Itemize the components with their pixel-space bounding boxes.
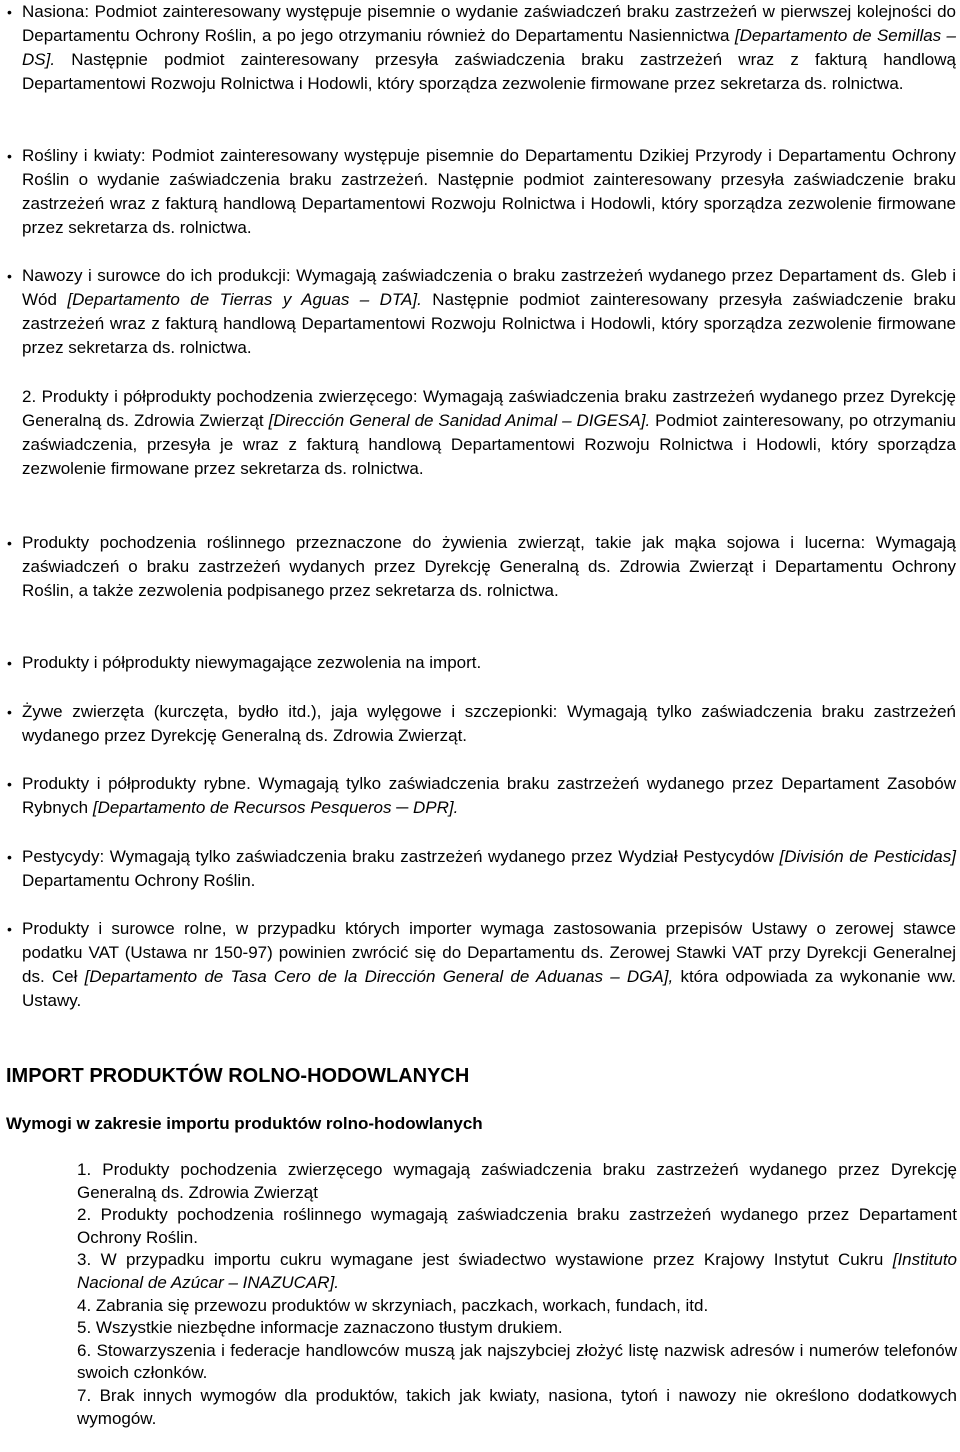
text-run: 6. Stowarzyszenia i federacje handlowców muszą jak najszybciej złożyć listę nazwisk adresów i numerów telefonów swoich członków. [77, 1340, 957, 1383]
bullet-marker: • [7, 655, 12, 671]
bullet-marker: • [7, 268, 12, 284]
bullet-marker: • [7, 4, 12, 20]
text-run: 1. Produkty pochodzenia zwierzęcego wymagają zaświadczenia braku zastrzeżeń wydanego przez Dyrekcję Generalną ds. Zdrowia Zwierząt [77, 1160, 957, 1202]
italic-text-run: [Instituto Nacional de Azúcar – INAZUCAR]. [77, 1250, 957, 1292]
bullet-item-pesticides [7, 845, 956, 893]
paragraph [22, 651, 956, 675]
paragraph [22, 917, 956, 1013]
paragraph [22, 700, 956, 748]
bullet-marker: • [7, 148, 12, 164]
paragraph [22, 0, 956, 96]
section-subheading: Wymogi w zakresie importu produktów rolno-hodowlanych [6, 1114, 483, 1133]
bullet-item-live-animals [7, 700, 956, 748]
text-run: Produkty i surowce rolne, w przypadku których importer wymaga zastosowania przepisów Ustawy o zerowej stawce podatku VAT (Ustawa nr 150-97) powinien zwrócić się do Departamentu ds. Zerowej Stawki VAT przy Dyrekcji Generalnej ds. Ceł [22, 919, 956, 986]
section-2-paragraph [22, 385, 956, 481]
italic-text-run: [Dirección General de Sanidad Animal – DIGESA]. [268, 411, 651, 430]
requirement-item [77, 1204, 957, 1249]
bullet-item-no-permit [7, 651, 956, 675]
italic-text-run: [Departamento de Semillas – DS]. [22, 26, 956, 69]
text-run: 7. Brak innych wymogów dla produktów, takich jak kwiaty, nasiona, tytoń i nawozy nie określono dodatkowych wymogów. [77, 1385, 957, 1428]
text-run: Następnie podmiot zainteresowany przesyła zaświadczenia braku zastrzeżeń wraz z fakturą handlową Departamentowi Rozwoju Rolnictwa i Hodowli, który sporządza zezwolenie firmowane przez sekretarza ds. rolnictwa. [22, 50, 956, 93]
requirement-item [77, 1295, 957, 1318]
requirement-item [77, 1317, 957, 1340]
requirements-list [77, 1159, 957, 1430]
paragraph [22, 385, 956, 481]
text-run: Produkty i półprodukty rybne. Wymagają tylko zaświadczenia braku zastrzeżeń wydanego przez Departament Zasobów Rybnych [22, 774, 956, 817]
paragraph [22, 144, 956, 240]
paragraph [22, 264, 956, 360]
bullet-item-fertilizers [7, 264, 957, 360]
italic-text-run: [Departamento de Tierras y Aguas – DTA]. [67, 290, 422, 309]
text-run: Nasiona: Podmiot zainteresowany występuje pisemnie o wydanie zaświadczeń braku zastrzeżeń w pierwszej kolejności do Departamentu Ochrony Roślin, a po jego otrzymaniu również do Departamentu Nasiennictwa [22, 2, 956, 45]
bullet-item-fish [7, 772, 956, 820]
italic-text-run: [Departamento de Tasa Cero de la Dirección General de Aduanas – DGA], [84, 967, 674, 986]
text-run: Produkty i półprodukty niewymagające zezwolenia na import. [22, 653, 482, 672]
text-run: Rośliny i kwiaty: Podmiot zainteresowany występuje pisemnie do Departamentu Dzikiej Przyrody i Departamentu Ochrony Roślin o wydanie zaświadczenia braku zastrzeżeń. Następnie podmiot zainteresowany przesyła zaświadczenie braku zastrzeżeń wraz z fakturą handlową Departamentowi Rozwoju Rolnictwa i Hodowli, który sporządza zezwolenie firmowane przez sekretarza ds. rolnictwa. [22, 146, 956, 237]
text-run: Departamentu Ochrony Roślin. [22, 871, 256, 890]
text-run: 2. Produkty i półprodukty pochodzenia zwierzęcego: Wymagają zaświadczenia braku zastrzeżeń wydanego przez Dyrekcję Generalną ds. Zdrowia Zwierząt [22, 387, 956, 430]
bullet-item-vat [7, 917, 957, 1013]
bullet-item-feed [7, 531, 956, 603]
text-run: która odpowiada za wykonanie ww. Ustawy. [22, 967, 957, 1010]
text-run: Produkty pochodzenia roślinnego przeznaczone do żywienia zwierząt, takie jak mąka sojowa i lucerna: Wymagają zaświadczeń o braku zastrzeżeń wydanych przez Dyrekcję Generalną ds. Zdrowia Zwierząt i Departamentu Ochrony Roślin, a także zezwolenia podpisanego przez sekretarza ds. rolnictwa. [22, 533, 956, 600]
requirement-item [77, 1249, 957, 1294]
requirement-item [77, 1159, 957, 1204]
bullet-marker: • [7, 535, 12, 551]
paragraph [22, 531, 956, 603]
text-run: Następnie podmiot zainteresowany przesyła zaświadczenie braku zastrzeżeń wraz z fakturą handlową Departamentowi Rozwoju Rolnictwa i Hodowli, który sporządza zezwolenie firmowane przez sekretarza ds. rolnictwa. [22, 290, 957, 357]
requirement-item [77, 1340, 957, 1385]
requirement-item [77, 1385, 957, 1430]
bullet-marker: • [7, 921, 12, 937]
text-run: Podmiot zainteresowany, po otrzymaniu zaświadczenia, przesyła je wraz z fakturą handlową Departamentowi Rozwoju Rolnictwa i Hodowli, który sporządza zezwolenie firmowane przez sekretarza ds. rolnictwa. [22, 411, 956, 478]
italic-text-run: [División de Pesticidas] [779, 847, 956, 866]
bullet-item-seeds [7, 0, 956, 96]
paragraph [22, 772, 956, 820]
text-run: 2. Produkty pochodzenia roślinnego wymagają zaświadczenia braku zastrzeżeń wydanego przez Departament Ochrony Roślin. [77, 1205, 957, 1247]
bullet-marker: • [7, 704, 12, 720]
bullet-marker: • [7, 849, 12, 865]
text-run: 5. Wszystkie niezbędne informacje zaznaczono tłustym drukiem. [77, 1318, 563, 1338]
text-run: 4. Zabrania się przewozu produktów w skrzyniach, paczkach, workach, fundach, itd. [77, 1295, 709, 1315]
section-heading: IMPORT PRODUKTÓW ROLNO-HODOWLANYCH [6, 1065, 470, 1087]
bullet-marker: • [7, 776, 12, 792]
paragraph [22, 845, 956, 893]
bullet-item-plants [7, 144, 956, 240]
text-run: Nawozy i surowce do ich produkcji: Wymagają zaświadczenia o braku zastrzeżeń wydanego przez Departament ds. Gleb i Wód [22, 266, 956, 309]
text-run: Żywe zwierzęta (kurczęta, bydło itd.), jaja wylęgowe i szczepionki: Wymagają tylko zaświadczenia braku zastrzeżeń wydanego przez Dyrekcję Generalną ds. Zdrowia Zwierząt. [22, 702, 956, 745]
text-run: Pestycydy: Wymagają tylko zaświadczenia braku zastrzeżeń wydanego przez Wydział Pestycydów [22, 847, 780, 866]
italic-text-run: [Departamento de Recursos Pesqueros ─ DPR]. [92, 798, 459, 817]
text-run: 3. W przypadku importu cukru wymagane jest świadectwo wystawione przez Krajowy Instytut Cukru [77, 1250, 893, 1270]
